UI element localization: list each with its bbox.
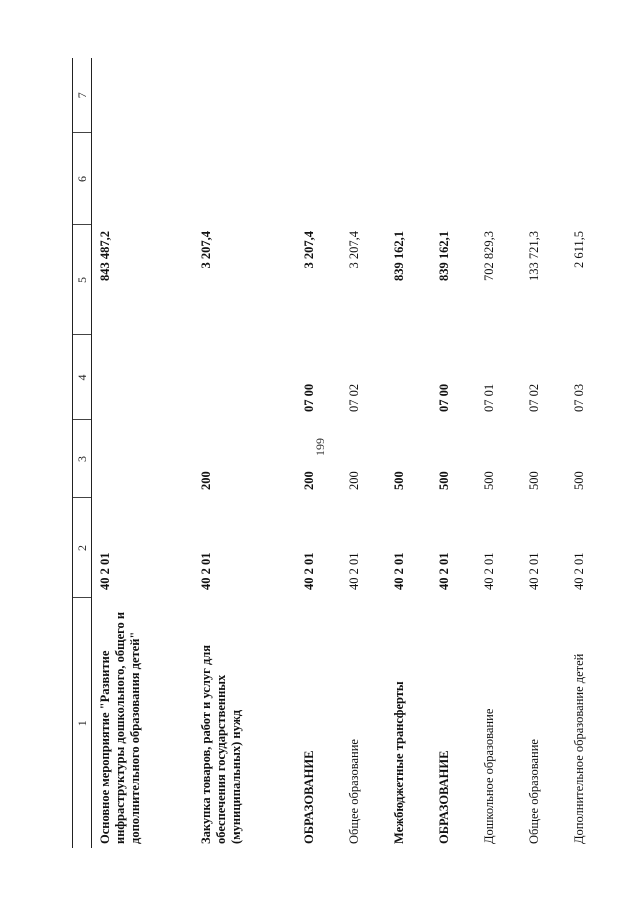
row-col7 bbox=[519, 58, 564, 133]
row-col6 bbox=[564, 133, 609, 225]
row-name: Закупка товаров, работ и услуг для обеспечения государственных (муниципальных) нужд bbox=[199, 644, 243, 844]
column-header: 6 bbox=[73, 133, 92, 225]
row-vr: 200 bbox=[347, 471, 361, 490]
column-header: 7 bbox=[73, 58, 92, 133]
row-sum: 3 207,4 bbox=[302, 231, 316, 269]
row-vr bbox=[92, 420, 194, 498]
row-vr: 500 bbox=[572, 471, 586, 490]
row-sum: 839 162,1 bbox=[437, 231, 451, 281]
row-vr: 500 bbox=[482, 471, 496, 490]
row-sum: 3 207,4 bbox=[199, 231, 213, 269]
row-col6 bbox=[474, 133, 519, 225]
row-col7 bbox=[193, 58, 294, 133]
table-row bbox=[294, 58, 339, 848]
row-sum: 702 829,3 bbox=[482, 231, 496, 281]
page-number: 199 bbox=[313, 438, 327, 456]
row-rzpr: 07 00 bbox=[437, 383, 451, 412]
row-col6 bbox=[429, 133, 474, 225]
row-csr: 40 2 01 bbox=[302, 552, 316, 590]
row-sum: 133 721,3 bbox=[527, 231, 541, 281]
row-rzpr bbox=[384, 335, 429, 420]
row-col7 bbox=[384, 58, 429, 133]
row-rzpr bbox=[92, 335, 194, 420]
table-row bbox=[564, 58, 609, 848]
row-rzpr: 07 02 bbox=[527, 383, 541, 412]
row-rzpr bbox=[193, 335, 294, 420]
column-header: 5 bbox=[73, 225, 92, 335]
table-row bbox=[193, 58, 294, 848]
table-row bbox=[339, 58, 384, 848]
row-sum: 2 611,5 bbox=[572, 231, 586, 269]
table-row bbox=[429, 58, 474, 848]
row-col7 bbox=[294, 58, 339, 133]
row-col6 bbox=[339, 133, 384, 225]
row-rzpr: 07 02 bbox=[347, 383, 361, 412]
row-name: Общее образование bbox=[527, 739, 541, 844]
row-col6 bbox=[384, 133, 429, 225]
row-csr: 40 2 01 bbox=[437, 552, 451, 590]
row-vr: 500 bbox=[527, 471, 541, 490]
row-col7 bbox=[474, 58, 519, 133]
budget-table-frame bbox=[72, 58, 592, 848]
row-name: ОБРАЗОВАНИЕ bbox=[302, 750, 316, 844]
row-rzpr: 07 03 bbox=[572, 383, 586, 412]
row-col6 bbox=[294, 133, 339, 225]
row-col7 bbox=[564, 58, 609, 133]
row-col7 bbox=[339, 58, 384, 133]
column-header: 4 bbox=[73, 335, 92, 420]
table-row bbox=[92, 58, 194, 848]
row-name: Дополнительное образование детей bbox=[572, 653, 586, 844]
row-vr: 200 bbox=[199, 471, 213, 490]
table-row bbox=[384, 58, 429, 848]
row-name: Основное мероприятие "Развитие инфраструктуры дошкольного, общего и дополнительного образования детей" bbox=[98, 611, 142, 844]
row-sum: 3 207,4 bbox=[347, 231, 361, 269]
row-col6 bbox=[193, 133, 294, 225]
row-sum: 843 487,2 bbox=[98, 231, 112, 281]
row-col7 bbox=[92, 58, 194, 133]
column-header: 1 bbox=[73, 598, 92, 848]
row-csr: 40 2 01 bbox=[98, 552, 112, 590]
table-row bbox=[474, 58, 519, 848]
row-col7 bbox=[429, 58, 474, 133]
row-vr: 200 bbox=[302, 471, 316, 490]
row-name: Межбюджетные трансферты bbox=[392, 681, 406, 844]
row-csr: 40 2 01 bbox=[392, 552, 406, 590]
row-name: Дошкольное образование bbox=[482, 708, 496, 844]
row-rzpr: 07 01 bbox=[482, 383, 496, 412]
column-header: 2 bbox=[73, 498, 92, 598]
row-col6 bbox=[92, 133, 194, 225]
row-sum: 839 162,1 bbox=[392, 231, 406, 281]
budget-table bbox=[72, 58, 609, 848]
row-csr: 40 2 01 bbox=[572, 552, 586, 590]
column-header: 3 bbox=[73, 420, 92, 498]
row-csr: 40 2 01 bbox=[347, 552, 361, 590]
table-row bbox=[519, 58, 564, 848]
row-name: ОБРАЗОВАНИЕ bbox=[437, 750, 451, 844]
row-rzpr: 07 00 bbox=[302, 383, 316, 412]
table-header-row bbox=[73, 58, 92, 848]
row-csr: 40 2 01 bbox=[199, 552, 213, 590]
row-vr: 500 bbox=[392, 471, 406, 490]
row-csr: 40 2 01 bbox=[482, 552, 496, 590]
row-name: Общее образование bbox=[347, 739, 361, 844]
row-csr: 40 2 01 bbox=[527, 552, 541, 590]
row-col6 bbox=[519, 133, 564, 225]
row-vr: 500 bbox=[437, 471, 451, 490]
